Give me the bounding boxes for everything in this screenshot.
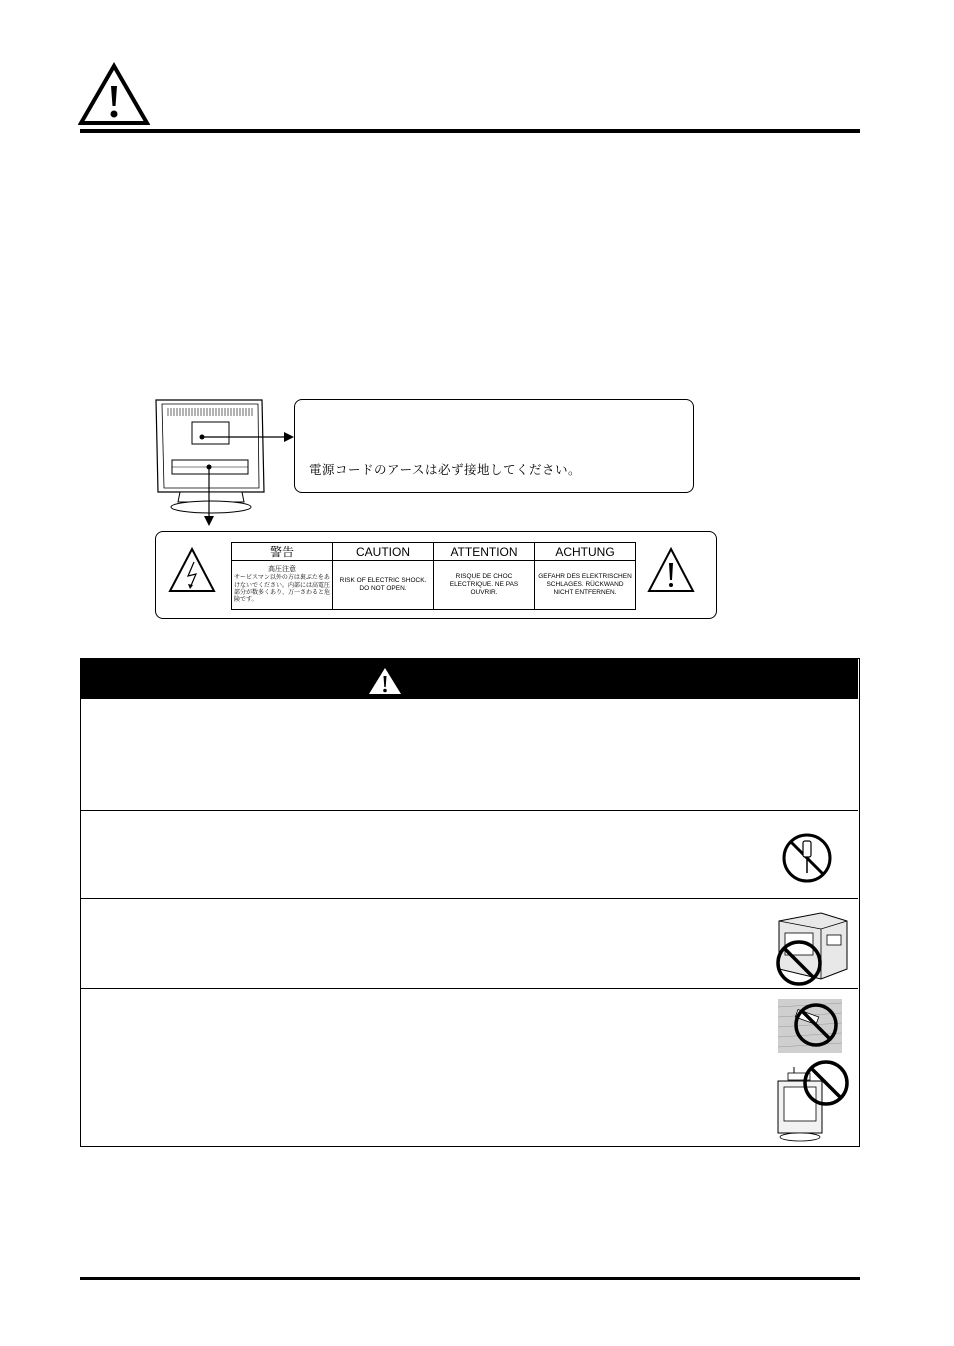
lightning-triangle-icon (168, 546, 216, 594)
section-divider (81, 810, 858, 811)
label-body-caution: RISK OF ELECTRIC SHOCK. DO NOT OPEN. (333, 561, 434, 610)
warning-header-bar (81, 659, 858, 699)
footer-rule (80, 1277, 860, 1280)
label-header-caution: CAUTION (333, 543, 434, 561)
ground-note-text: 電源コードのアースは必ず接地してください。 (309, 462, 582, 477)
label-body-achtung: GEFAHR DES ELEKTRISCHEN SCHLAGES. RÜCKWAND NICHT ENTFERNEN. (535, 561, 636, 610)
label-body-jp: サービスマン以外の方は裏ぶたをあけないでください。内部には高電圧部分が数多くあり、万一さわると危険です。 (234, 575, 331, 603)
label-cell-jp (232, 561, 333, 610)
warning-triangle-icon (78, 62, 150, 126)
ground-note-callout (294, 399, 694, 493)
section-divider (81, 988, 858, 989)
no-insert-object-icon (778, 997, 842, 1055)
no-place-on-top-icon (774, 1059, 850, 1143)
header-rule (80, 129, 860, 133)
no-disassemble-icon (779, 831, 835, 885)
label-body-attention: RISQUE DE CHOC ELECTRIQUE. NE PAS OUVRIR. (434, 561, 535, 610)
no-remove-cover-icon (771, 907, 853, 987)
label-header-jp: 警告 (232, 543, 333, 561)
warning-box (80, 658, 860, 1147)
exclamation-triangle-icon (646, 546, 696, 594)
label-header-achtung: ACHTUNG (535, 543, 636, 561)
label-table (231, 542, 636, 610)
section-divider (81, 898, 858, 899)
label-subheader-jp: 高圧注意 (268, 565, 296, 573)
label-pointer-arrows (150, 396, 310, 536)
label-header-attention: ATTENTION (434, 543, 535, 561)
warning-triangle-icon (367, 666, 403, 696)
warning-label-plate (155, 531, 717, 619)
